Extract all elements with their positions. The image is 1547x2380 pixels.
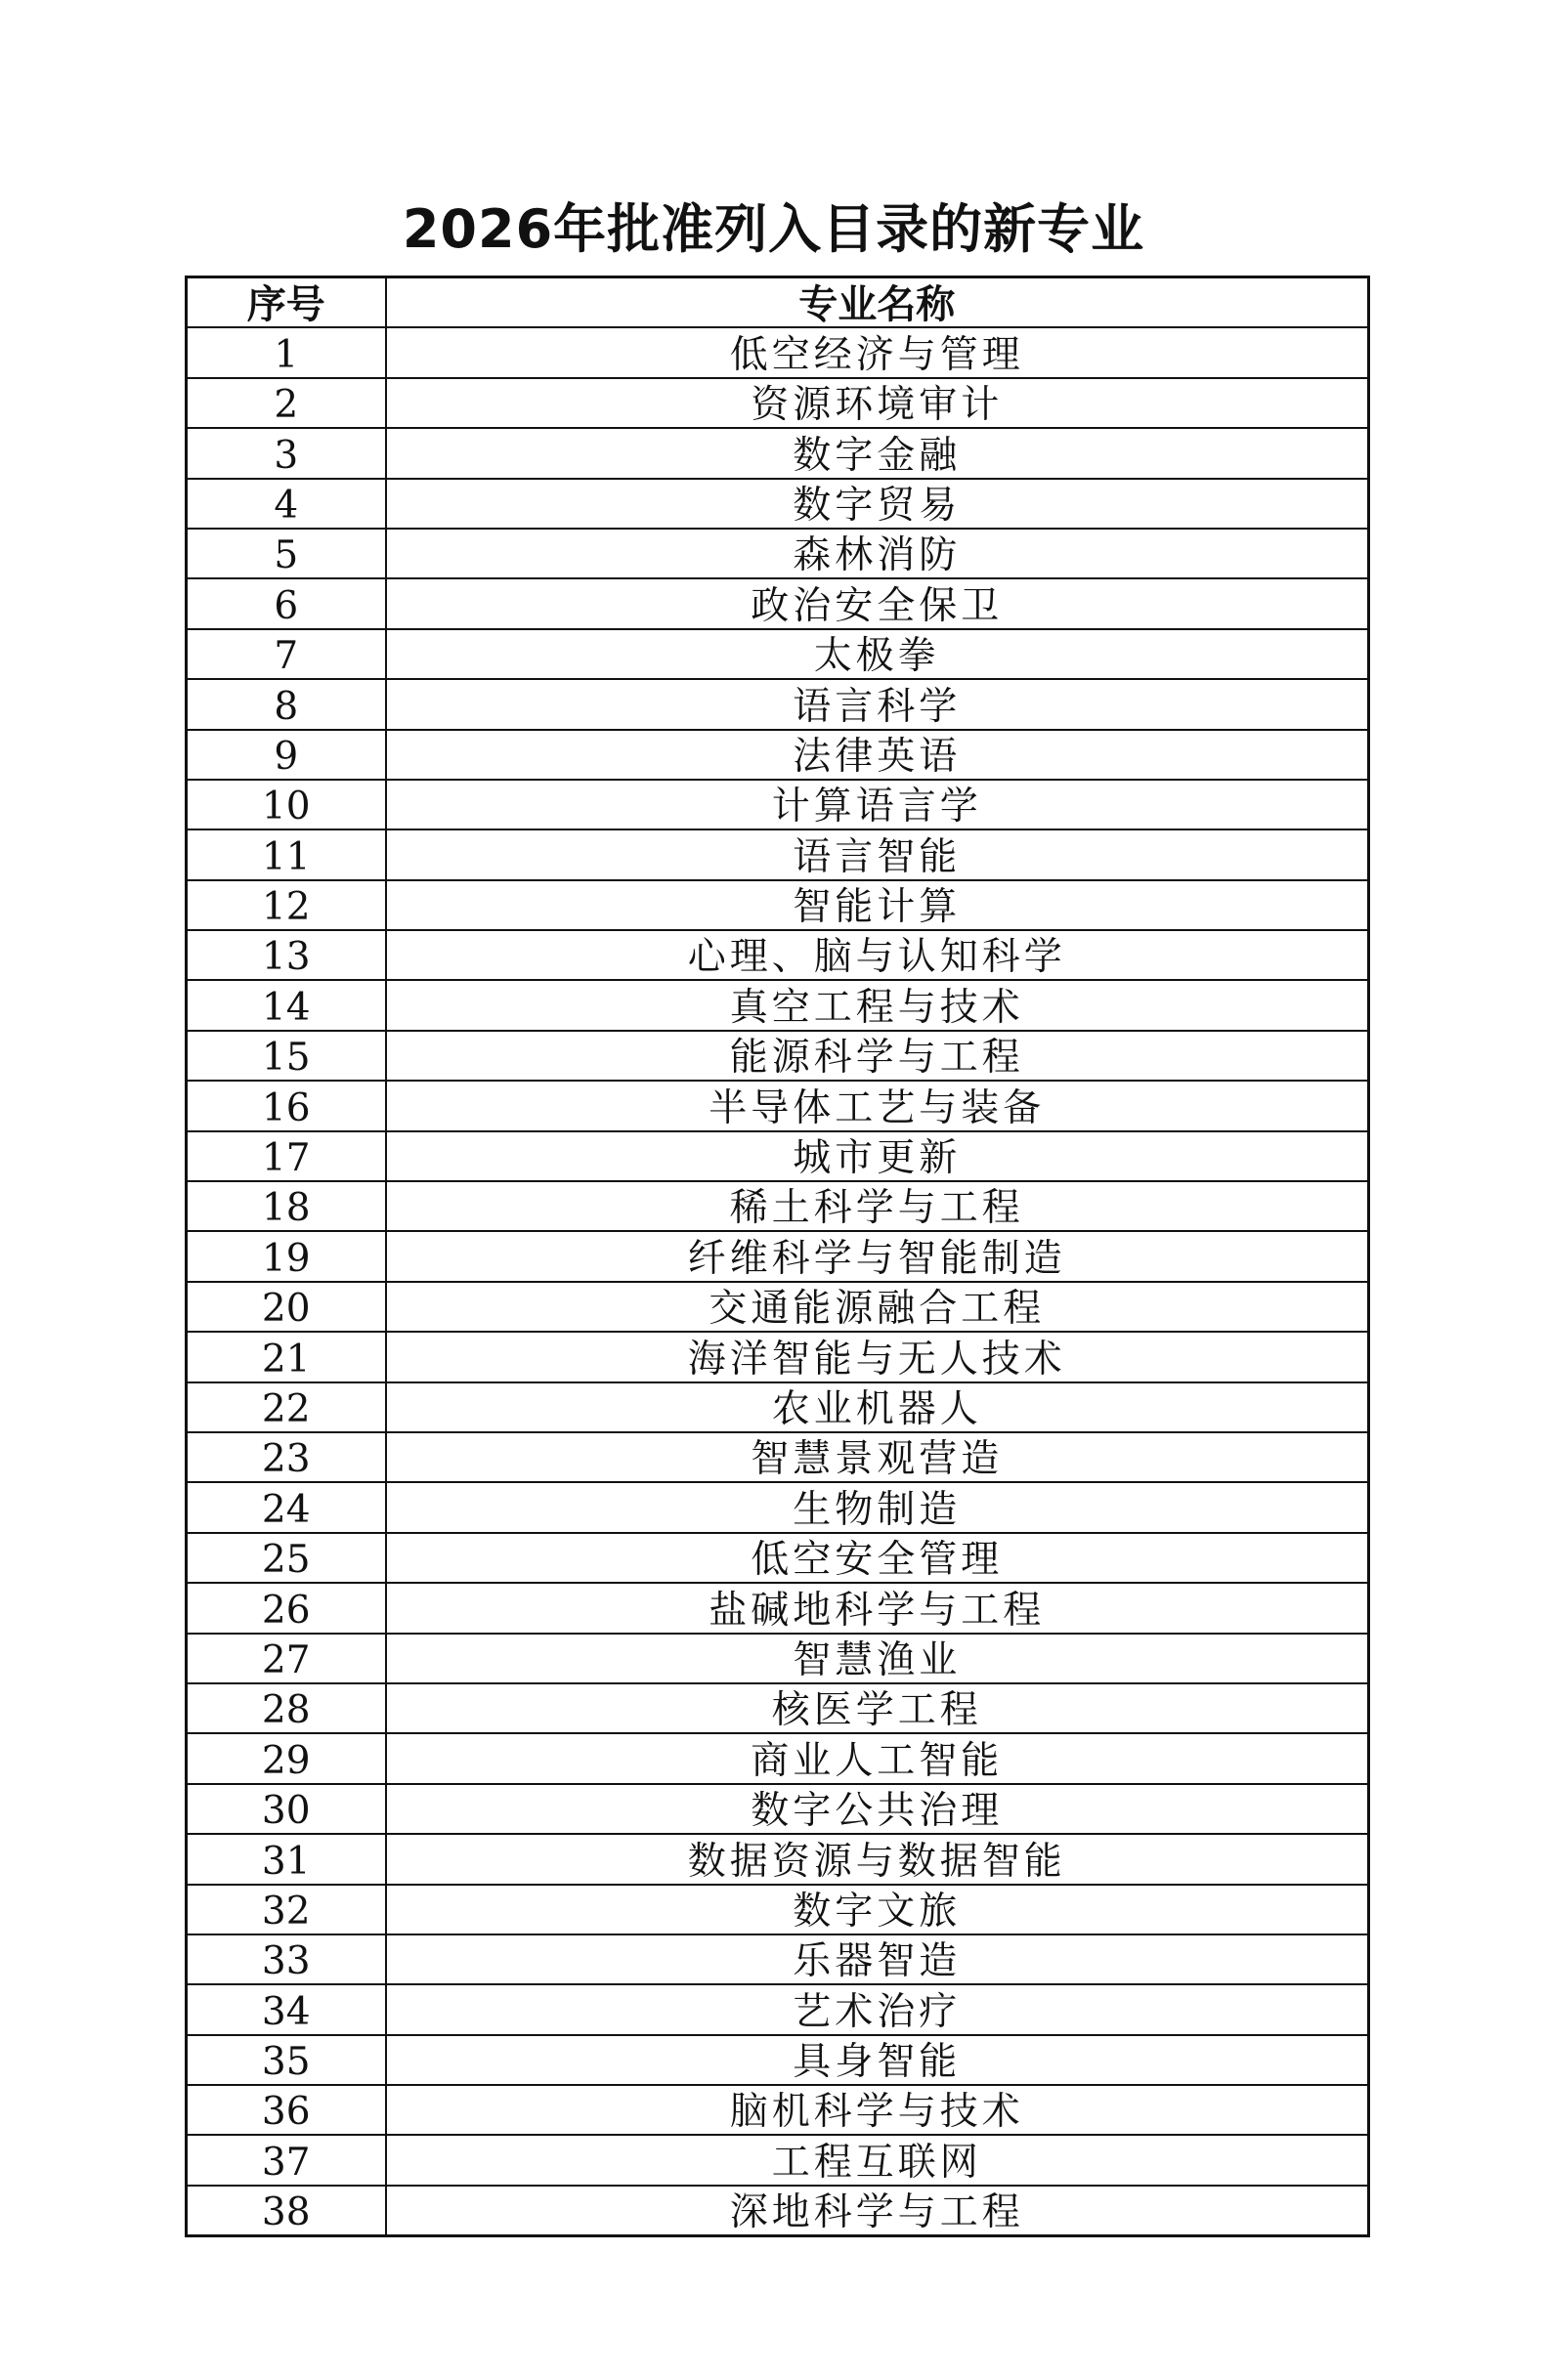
table-row [187, 829, 1369, 879]
major-name: 低空经济与管理 [386, 327, 1369, 377]
major-name: 智慧景观营造 [386, 1432, 1369, 1482]
table-row [187, 1181, 1369, 1231]
table-row [187, 2035, 1369, 2085]
major-name: 数字贸易 [386, 479, 1369, 529]
major-name: 法律英语 [386, 730, 1369, 780]
row-number: 30 [187, 1784, 386, 1834]
row-number: 19 [187, 1231, 386, 1281]
row-number: 36 [187, 2085, 386, 2135]
table-row [187, 1231, 1369, 1281]
table-row [187, 1984, 1369, 2034]
major-name: 数字金融 [386, 428, 1369, 478]
major-name: 智能计算 [386, 880, 1369, 930]
major-name: 纤维科学与智能制造 [386, 1231, 1369, 1281]
row-number: 8 [187, 679, 386, 729]
major-name: 城市更新 [386, 1131, 1369, 1181]
table-row [187, 1733, 1369, 1783]
major-name: 森林消防 [386, 529, 1369, 578]
row-number: 32 [187, 1885, 386, 1934]
major-name: 工程互联网 [386, 2135, 1369, 2185]
table-row [187, 1634, 1369, 1683]
table-row [187, 1081, 1369, 1130]
table-row [187, 780, 1369, 829]
major-name: 艺术治疗 [386, 1984, 1369, 2034]
table-row [187, 1031, 1369, 1081]
page-title: 2026年批准列入目录的新专业 [402, 198, 1145, 260]
table-body [187, 327, 1369, 2235]
majors-table [185, 276, 1370, 2237]
row-number: 21 [187, 1332, 386, 1381]
table-row [187, 1382, 1369, 1432]
row-number: 5 [187, 529, 386, 578]
row-number: 23 [187, 1432, 386, 1482]
major-name: 真空工程与技术 [386, 980, 1369, 1030]
row-number: 27 [187, 1634, 386, 1683]
major-name: 政治安全保卫 [386, 578, 1369, 628]
row-number: 2 [187, 378, 386, 428]
major-name: 语言智能 [386, 829, 1369, 879]
row-number: 33 [187, 1934, 386, 1984]
table-row [187, 1131, 1369, 1181]
row-number: 28 [187, 1683, 386, 1733]
major-name: 深地科学与工程 [386, 2186, 1369, 2236]
major-name: 交通能源融合工程 [386, 1282, 1369, 1332]
major-name: 脑机科学与技术 [386, 2085, 1369, 2135]
major-name: 计算语言学 [386, 780, 1369, 829]
table-row [187, 2186, 1369, 2236]
major-name: 乐器智造 [386, 1934, 1369, 1984]
table-row [187, 428, 1369, 478]
table-row [187, 1784, 1369, 1834]
row-number: 10 [187, 780, 386, 829]
major-name: 农业机器人 [386, 1382, 1369, 1432]
row-number: 16 [187, 1081, 386, 1130]
table-row [187, 1583, 1369, 1633]
major-name: 太极拳 [386, 629, 1369, 679]
row-number: 15 [187, 1031, 386, 1081]
column-header-name: 专业名称 [386, 277, 1369, 328]
table-row [187, 980, 1369, 1030]
table-row [187, 1934, 1369, 1984]
table-row [187, 1282, 1369, 1332]
row-number: 26 [187, 1583, 386, 1633]
row-number: 34 [187, 1984, 386, 2034]
table-row [187, 930, 1369, 980]
row-number: 22 [187, 1382, 386, 1432]
major-name: 能源科学与工程 [386, 1031, 1369, 1081]
table-row [187, 1482, 1369, 1532]
table-row [187, 578, 1369, 628]
table-row [187, 529, 1369, 578]
row-number: 24 [187, 1482, 386, 1532]
major-name: 盐碱地科学与工程 [386, 1583, 1369, 1633]
major-name: 生物制造 [386, 1482, 1369, 1532]
major-name: 数字文旅 [386, 1885, 1369, 1934]
major-name: 低空安全管理 [386, 1533, 1369, 1583]
row-number: 20 [187, 1282, 386, 1332]
row-number: 12 [187, 880, 386, 930]
major-name: 海洋智能与无人技术 [386, 1332, 1369, 1381]
row-number: 11 [187, 829, 386, 879]
table-row [187, 378, 1369, 428]
row-number: 9 [187, 730, 386, 780]
row-number: 31 [187, 1834, 386, 1884]
row-number: 7 [187, 629, 386, 679]
row-number: 6 [187, 578, 386, 628]
table-row [187, 2135, 1369, 2185]
table-row [187, 880, 1369, 930]
major-name: 具身智能 [386, 2035, 1369, 2085]
row-number: 3 [187, 428, 386, 478]
row-number: 37 [187, 2135, 386, 2185]
table-row [187, 1834, 1369, 1884]
major-name: 心理、脑与认知科学 [386, 930, 1369, 980]
table-row [187, 1332, 1369, 1381]
row-number: 4 [187, 479, 386, 529]
table-row [187, 629, 1369, 679]
table-header-row [187, 277, 1369, 328]
row-number: 25 [187, 1533, 386, 1583]
table-row [187, 1533, 1369, 1583]
row-number: 35 [187, 2035, 386, 2085]
table-row [187, 2085, 1369, 2135]
major-name: 半导体工艺与装备 [386, 1081, 1369, 1130]
major-name: 商业人工智能 [386, 1733, 1369, 1783]
major-name: 资源环境审计 [386, 378, 1369, 428]
major-name: 稀土科学与工程 [386, 1181, 1369, 1231]
major-name: 语言科学 [386, 679, 1369, 729]
table-row [187, 1683, 1369, 1733]
table-row [187, 327, 1369, 377]
major-name: 智慧渔业 [386, 1634, 1369, 1683]
row-number: 13 [187, 930, 386, 980]
major-name: 核医学工程 [386, 1683, 1369, 1733]
major-name: 数字公共治理 [386, 1784, 1369, 1834]
row-number: 29 [187, 1733, 386, 1783]
major-name: 数据资源与数据智能 [386, 1834, 1369, 1884]
row-number: 18 [187, 1181, 386, 1231]
table-row [187, 479, 1369, 529]
column-header-no: 序号 [187, 277, 386, 328]
table-row [187, 1432, 1369, 1482]
row-number: 1 [187, 327, 386, 377]
row-number: 14 [187, 980, 386, 1030]
table-row [187, 730, 1369, 780]
row-number: 17 [187, 1131, 386, 1181]
row-number: 38 [187, 2186, 386, 2236]
table-row [187, 679, 1369, 729]
table-row [187, 1885, 1369, 1934]
